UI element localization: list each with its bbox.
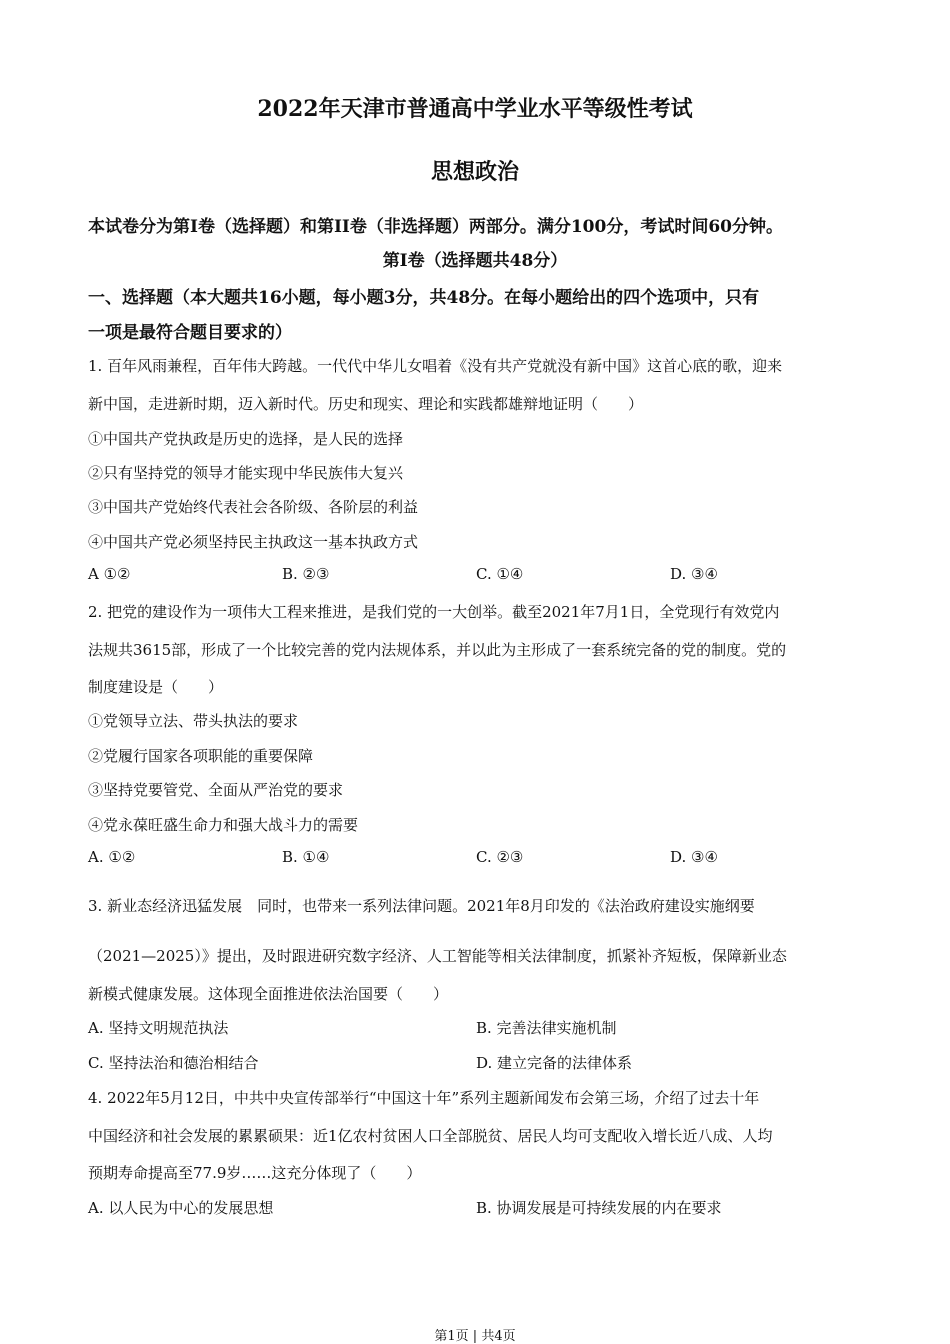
statement: ③中国共产党始终代表社会各阶级、各阶层的利益 xyxy=(88,498,419,516)
question-text-line: 中国经济和社会发展的累累硕果：近1亿农村贫困人口全部脱贫、居民人均可支配收入增长近八成、人均 xyxy=(88,1127,773,1145)
page-footer: 第1页 | 共4页 xyxy=(434,1329,516,1344)
exam-title: 2022年天津市普通高中学业水平等级性考试 xyxy=(257,96,693,122)
question-text-line: 预期寿命提高至77.9岁……这充分体现了（ ） xyxy=(88,1164,422,1182)
option-c: C. ①④ xyxy=(476,565,524,583)
option-b: B. 协调发展是可持续发展的内在要求 xyxy=(476,1199,722,1217)
question-text-line: 3. 新业态经济迅猛发展 同时，也带来一系列法律问题。2021年8月印发的《法治政府建设实施纲要 xyxy=(88,897,755,915)
question-text-line: 新模式健康发展。这体现全面推进依法治国要（ ） xyxy=(88,985,449,1003)
option-a: A ①② xyxy=(88,565,131,583)
section-heading-line2: 一项是最符合题目要求的） xyxy=(88,323,292,343)
exam-instructions: 本试卷分为第Ⅰ卷（选择题）和第II卷（非选择题）两部分。满分100分，考试时间60分钟。 xyxy=(88,217,783,237)
statement: ①中国共产党执政是历史的选择，是人民的选择 xyxy=(88,430,404,448)
option-a: A. 以人民为中心的发展思想 xyxy=(88,1199,274,1217)
statement: ④党永葆旺盛生命力和强大战斗力的需要 xyxy=(88,816,359,834)
option-b: B. 完善法律实施机制 xyxy=(476,1019,617,1037)
question-text-line: 制度建设是（ ） xyxy=(88,678,224,696)
option-b: B. ①④ xyxy=(282,848,330,866)
option-c: C. ②③ xyxy=(476,848,524,866)
statement: ③坚持党要管党、全面从严治党的要求 xyxy=(88,781,344,799)
part-title: 第Ⅰ卷（选择题共48分） xyxy=(382,251,568,271)
question-text-line: 法规共3615部，形成了一个比较完善的党内法规体系，并以此为主形成了一套系统完备的党的制度。党的 xyxy=(88,641,787,659)
question-text-line: 新中国，走进新时期，迈入新时代。历史和现实、理论和实践都雄辩地证明（ ） xyxy=(88,395,644,413)
statement: ④中国共产党必须坚持民主执政这一基本执政方式 xyxy=(88,533,419,551)
question-text-line: 4. 2022年5月12日，中共中央宣传部举行“中国这十年”系列主题新闻发布会第三场，介绍了过去十年 xyxy=(88,1089,760,1107)
statement: ②党履行国家各项职能的重要保障 xyxy=(88,747,314,765)
option-d: D. ③④ xyxy=(670,848,718,866)
statement: ①党领导立法、带头执法的要求 xyxy=(88,712,299,730)
question-text-line: 2. 把党的建设作为一项伟大工程来推进，是我们党的一大创举。截至2021年7月1日，全党现行有效党内 xyxy=(88,603,780,621)
option-c: C. 坚持法治和德治相结合 xyxy=(88,1054,259,1072)
subject-title: 思想政治 xyxy=(430,159,519,185)
option-a: A. 坚持文明规范执法 xyxy=(88,1019,229,1037)
statement: ②只有坚持党的领导才能实现中华民族伟大复兴 xyxy=(88,464,404,482)
option-d: D. ③④ xyxy=(670,565,718,583)
question-text-line: 1. 百年风雨兼程，百年伟大跨越。一代代中华儿女唱着《没有共产党就没有新中国》这首心底的歌，迎来 xyxy=(88,357,783,375)
section-heading-line1: 一、选择题（本大题共16小题，每小题3分，共48分。在每小题给出的四个选项中，只有 xyxy=(88,288,760,308)
option-d: D. 建立完备的法律体系 xyxy=(476,1054,633,1072)
option-a: A. ①② xyxy=(88,848,136,866)
option-b: B. ②③ xyxy=(282,565,330,583)
question-text-line: （2021—2025）》提出，及时跟进研究数字经济、人工智能等相关法律制度，抓紧补齐短板，保障新业态 xyxy=(88,947,787,965)
